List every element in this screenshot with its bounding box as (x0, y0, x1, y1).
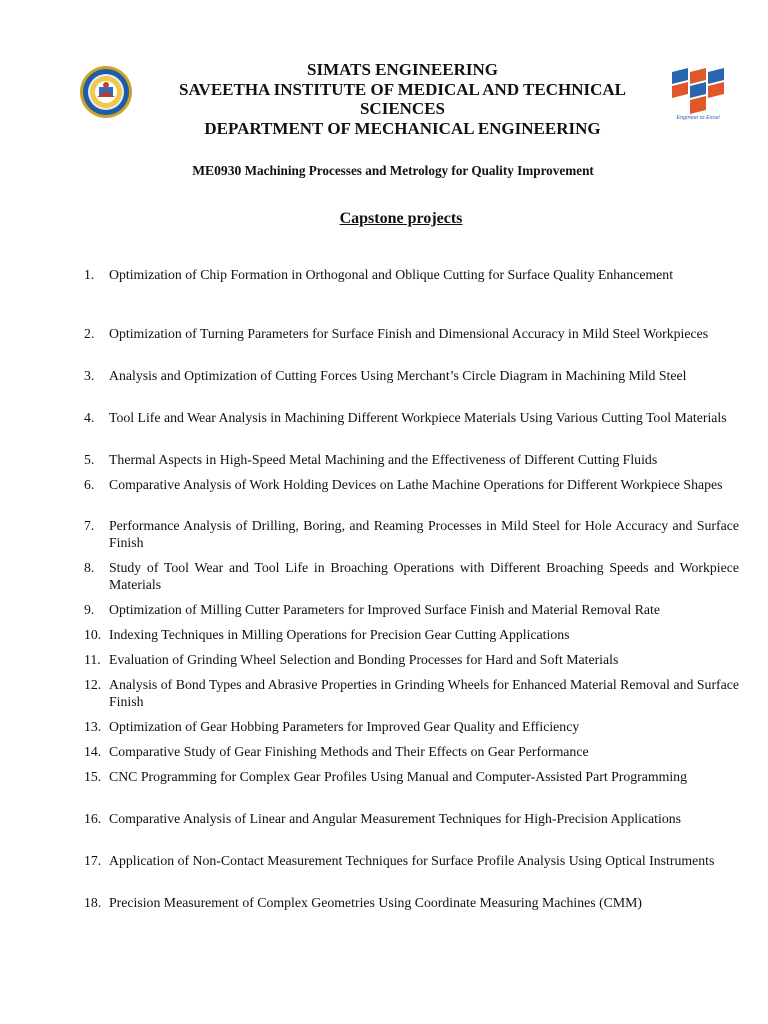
project-number: 14. (84, 744, 102, 759)
project-title: Analysis of Bond Types and Abrasive Properties in Grinding Wheels for Enhanced Material Removal and Surface Finish (109, 677, 739, 709)
project-list-item (84, 676, 739, 710)
project-title: Comparative Analysis of Work Holding Devices on Lathe Machine Operations for Different Workpiece Shapes (109, 477, 723, 492)
project-list-item (84, 266, 739, 283)
project-number: 9. (84, 602, 95, 617)
project-number: 15. (84, 769, 102, 784)
brand-tagline: Engineer to Excel (676, 115, 720, 121)
project-number: 8. (84, 560, 95, 575)
project-title: Study of Tool Wear and Tool Life in Broaching Operations with Different Broaching Speeds and Workpiece Materials (109, 560, 739, 592)
project-number: 12. (84, 677, 102, 692)
project-title: Thermal Aspects in High-Speed Metal Machining and the Effectiveness of Different Cutting Fluids (109, 452, 658, 467)
project-number: 6. (84, 477, 95, 492)
project-list-item (84, 451, 739, 468)
project-list-item (84, 768, 739, 785)
project-list-item (84, 743, 739, 760)
project-list-item (84, 852, 739, 869)
section-heading: Capstone projects (339, 210, 463, 227)
project-title: Optimization of Chip Formation in Orthogonal and Oblique Cutting for Surface Quality Enhancement (109, 267, 674, 282)
project-number: 4. (84, 410, 95, 425)
project-title: Optimization of Turning Parameters for Surface Finish and Dimensional Accuracy in Mild Steel Workpieces (109, 326, 709, 341)
course-name: Machining Processes and Metrology for Quality Improvement (244, 163, 594, 178)
project-list-item (84, 894, 739, 911)
project-list-item (84, 367, 739, 384)
project-title: Comparative Analysis of Linear and Angular Measurement Techniques for High-Precision Applications (109, 811, 681, 826)
project-number: 18. (84, 895, 102, 910)
header-line-3: DEPARTMENT OF MECHANICAL ENGINEERING (204, 118, 601, 138)
project-list-item (84, 476, 739, 493)
project-title: Optimization of Gear Hobbing Parameters for Improved Gear Quality and Efficiency (109, 719, 580, 734)
project-list-item (84, 325, 739, 342)
project-list-item (84, 409, 739, 426)
project-list-item (84, 626, 739, 643)
project-title: Performance Analysis of Drilling, Boring, and Reaming Processes in Mild Steel for Hole Accuracy and Surface Finish (109, 518, 739, 550)
project-number: 17. (84, 853, 102, 868)
project-list-item (84, 517, 739, 551)
header-line-2: SAVEETHA INSTITUTE OF MEDICAL AND TECHNICAL SCIENCES (179, 79, 626, 118)
project-number: 1. (84, 267, 95, 282)
project-list-item (84, 810, 739, 827)
project-number: 2. (84, 326, 95, 341)
project-title: Analysis and Optimization of Cutting Forces Using Merchant’s Circle Diagram in Machining Mild Steel (109, 368, 687, 383)
institute-seal-logo (79, 65, 133, 119)
project-title: Application of Non-Contact Measurement Techniques for Surface Profile Analysis Using Optical Instruments (109, 853, 715, 868)
project-list-item (84, 601, 739, 618)
project-title: Comparative Study of Gear Finishing Methods and Their Effects on Gear Performance (109, 744, 589, 759)
project-number: 13. (84, 719, 102, 734)
project-list-item (84, 559, 739, 593)
project-number: 5. (84, 452, 95, 467)
course-code: ME0930 (192, 163, 242, 178)
project-title: CNC Programming for Complex Gear Profiles Using Manual and Computer-Assisted Part Programming (109, 769, 687, 784)
project-list-item (84, 718, 739, 735)
course-title-line (0, 163, 768, 179)
project-number: 3. (84, 368, 95, 383)
project-number: 11. (84, 652, 101, 667)
project-title: Precision Measurement of Complex Geometries Using Coordinate Measuring Machines (CMM) (109, 895, 642, 910)
document-header (160, 60, 645, 138)
project-number: 10. (84, 627, 102, 642)
project-title: Optimization of Milling Cutter Parameters for Improved Surface Finish and Material Removal Rate (109, 602, 660, 617)
project-number: 16. (84, 811, 102, 826)
project-list-item (84, 651, 739, 668)
header-line-1: SIMATS ENGINEERING (307, 60, 498, 79)
project-title: Evaluation of Grinding Wheel Selection and Bonding Processes for Hard and Soft Materials (109, 652, 619, 667)
project-number: 7. (84, 518, 95, 533)
project-title: Tool Life and Wear Analysis in Machining Different Workpiece Materials Using Various Cutting Tool Materials (109, 410, 727, 425)
project-title: Indexing Techniques in Milling Operations for Precision Gear Cutting Applications (109, 627, 570, 642)
